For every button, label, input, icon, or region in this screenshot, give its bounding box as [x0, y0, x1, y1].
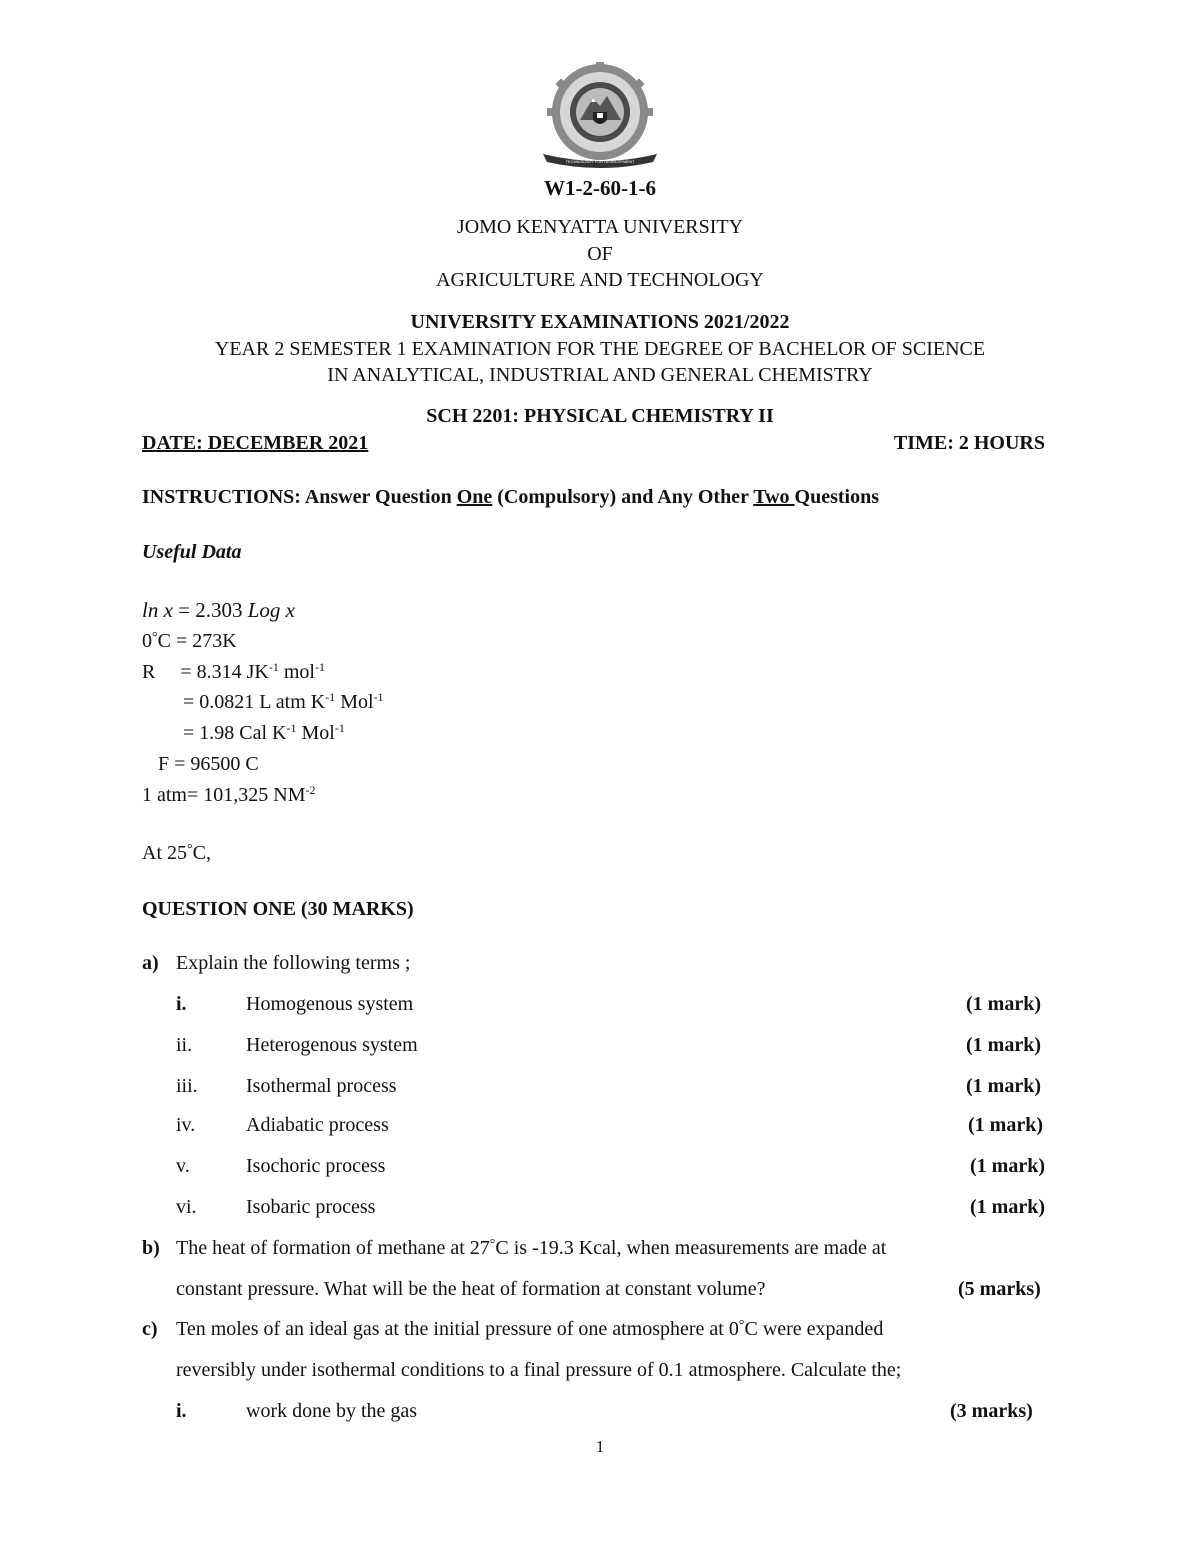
- degree-line1: YEAR 2 SEMESTER 1 EXAMINATION FOR THE DEGREE OF BACHELOR OF SCIENCE: [214, 338, 986, 360]
- gas-constant-3: [183, 722, 345, 745]
- celsius-unit: C = 273K: [157, 630, 237, 652]
- part-c-line1-b: C were expanded: [744, 1318, 884, 1340]
- instructions-middle: (Compulsory) and Any Other: [492, 486, 754, 508]
- degree-icon: °: [152, 630, 158, 645]
- date-time-row: [142, 432, 1045, 455]
- item-marks: (1 mark): [966, 993, 1041, 1015]
- degree-line2: IN ANALYTICAL, INDUSTRIAL AND GENERAL CHEMISTRY: [327, 364, 873, 386]
- exam-time: TIME: 2 HOURS: [893, 432, 1045, 454]
- item-num: iii.: [176, 1075, 198, 1097]
- r2-a: = 0.0821 L atm K: [183, 691, 326, 713]
- university-name-line1: JOMO KENYATTA UNIVERSITY: [456, 216, 744, 238]
- logo-gear-icon: [547, 62, 653, 160]
- item-num: i.: [176, 993, 187, 1015]
- course-title: SCH 2201: PHYSICAL CHEMISTRY II: [426, 405, 774, 427]
- part-c-i-num: i.: [176, 1400, 187, 1422]
- part-c-i-marks: (3 marks): [950, 1400, 1033, 1422]
- gas-constant-2: [183, 691, 384, 714]
- question-one-title: QUESTION ONE (30 MARKS): [142, 898, 414, 920]
- page-number: 1: [595, 1437, 605, 1456]
- useful-data-title: Useful Data: [142, 541, 242, 563]
- instructions-one: One: [456, 486, 493, 508]
- r1-a: R = 8.314 JK: [142, 661, 269, 683]
- item-num: v.: [176, 1155, 190, 1177]
- item-text: Adiabatic process: [246, 1114, 389, 1136]
- part-b-line1-b: C is -19.3 Kcal, when measurements are made at: [495, 1237, 887, 1259]
- part-c-line2: reversibly under isothermal conditions to a final pressure of 0.1 atmosphere. Calculate the;: [176, 1359, 902, 1381]
- item-text: Isobaric process: [246, 1196, 376, 1218]
- part-c-line1: [176, 1318, 883, 1341]
- ln-eq: = 2.303: [172, 598, 248, 622]
- exam-date: DATE: DECEMBER 2021: [142, 432, 369, 454]
- degree-icon: °: [738, 1318, 745, 1333]
- item-marks: (1 mark): [966, 1034, 1041, 1056]
- item-text: Heterogenous system: [246, 1034, 418, 1056]
- logo-banner-text: TECHNOLOGY FOR DEVELOPMENT: [565, 159, 635, 164]
- r1-exp1: -1: [268, 660, 279, 674]
- r3-a: = 1.98 Cal K: [183, 722, 287, 744]
- exam-code: W1-2-60-1-6: [544, 176, 656, 200]
- gas-constant-1: [142, 661, 325, 684]
- item-marks: (1 mark): [970, 1196, 1045, 1218]
- part-b-line2: constant pressure. What will be the heat of formation at constant volume?: [176, 1278, 766, 1300]
- ln-rhs: Log x: [247, 598, 295, 622]
- part-b-label: b): [142, 1237, 160, 1259]
- item-marks: (1 mark): [970, 1155, 1045, 1177]
- university-name-line3: AGRICULTURE AND TECHNOLOGY: [436, 269, 764, 291]
- item-marks: (1 mark): [966, 1075, 1041, 1097]
- item-text: Isothermal process: [246, 1075, 397, 1097]
- at25-b: C,: [192, 842, 211, 864]
- item-num: vi.: [176, 1196, 197, 1218]
- celsius-zero: 0: [142, 630, 152, 652]
- ln-formula: [142, 598, 295, 623]
- university-name-line2: OF: [587, 243, 613, 265]
- part-a-label: a): [142, 952, 159, 974]
- part-c-line1-a: Ten moles of an ideal gas at the initial pressure of one atmosphere at 0: [176, 1318, 739, 1340]
- part-c-label: c): [142, 1318, 158, 1340]
- r1-b: mol: [278, 661, 315, 683]
- degree-icon: °: [187, 842, 193, 857]
- r2-exp1: -1: [325, 690, 336, 704]
- celsius-conversion: [142, 630, 237, 653]
- part-c-i-text: work done by the gas: [246, 1400, 418, 1422]
- r3-exp1: -1: [286, 721, 297, 735]
- university-logo: [535, 62, 665, 170]
- part-b-marks: (5 marks): [958, 1278, 1041, 1300]
- atm-conversion: [142, 784, 316, 807]
- r3-exp2: -1: [334, 721, 345, 735]
- ln-lhs: ln x: [142, 598, 173, 622]
- at25-a: At 25: [142, 842, 187, 864]
- part-b-line1-a: The heat of formation of methane at 27: [176, 1237, 490, 1259]
- part-a-text: Explain the following terms ;: [176, 952, 411, 974]
- item-num: ii.: [176, 1034, 193, 1056]
- degree-icon: °: [489, 1237, 496, 1252]
- faraday-constant: F = 96500 C: [158, 753, 259, 775]
- item-text: Isochoric process: [246, 1155, 386, 1177]
- instructions: [142, 486, 879, 509]
- instructions-suffix: Questions: [794, 486, 879, 508]
- at-25c: [142, 842, 211, 865]
- instructions-prefix: INSTRUCTIONS: Answer Question: [142, 486, 457, 508]
- r2-b: Mol: [335, 691, 374, 713]
- item-marks: (1 mark): [968, 1114, 1043, 1136]
- atm-a: 1 atm= 101,325 NM: [142, 784, 306, 806]
- instructions-two: Two: [753, 486, 795, 508]
- r2-exp2: -1: [373, 690, 384, 704]
- atm-exp: -2: [305, 783, 316, 797]
- exam-title: UNIVERSITY EXAMINATIONS 2021/2022: [410, 311, 790, 333]
- r3-b: Mol: [296, 722, 335, 744]
- item-num: iv.: [176, 1114, 196, 1136]
- part-b-line1: [176, 1237, 1059, 1260]
- r1-exp2: -1: [314, 660, 325, 674]
- item-text: Homogenous system: [246, 993, 414, 1015]
